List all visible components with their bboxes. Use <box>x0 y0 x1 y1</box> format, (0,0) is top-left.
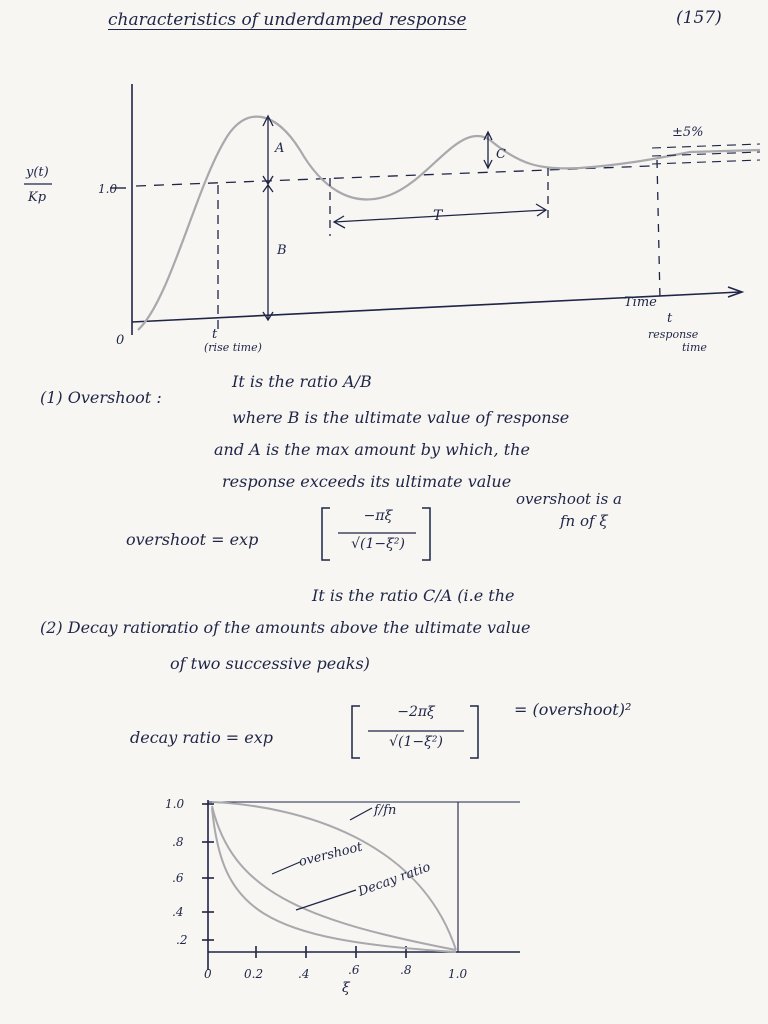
response-time-marker <box>657 160 660 300</box>
x-axis-label: Time <box>624 295 657 310</box>
decay-line-2: ratio of the amounts above the ultimate value <box>160 618 531 637</box>
overshoot-line-3: and A is the max amount by which, the <box>214 440 530 459</box>
decay-formula-denominator: √(1−ξ²) <box>389 734 443 750</box>
rise-t-label: t <box>212 327 218 342</box>
overshoot-line-1: It is the ratio A/B <box>232 372 372 391</box>
decay-formula-numerator: −2πξ <box>397 704 435 720</box>
ratio-plot <box>0 780 768 1020</box>
tolerance-band <box>652 144 760 164</box>
x-tick-3: .6 <box>348 963 360 977</box>
x-tick-0: 0 <box>204 967 212 981</box>
x-tick-4: .8 <box>400 963 412 977</box>
response-caption-1: response <box>648 328 699 341</box>
y-label-bottom: Kp <box>28 190 47 205</box>
band-label: ±5% <box>672 125 704 140</box>
overshoot-heading: (1) Overshoot : <box>40 388 162 407</box>
response-curve <box>138 117 760 330</box>
decay-line-1: It is the ratio C/A (i.e the <box>312 586 515 605</box>
label-A: A <box>275 141 285 156</box>
overshoot-formula-numerator: −πξ <box>363 508 393 524</box>
y-tick-2: .8 <box>172 835 184 849</box>
overshoot-note-1: overshoot is a <box>516 490 622 508</box>
overshoot-line-2: where B is the ultimate value of response <box>232 408 570 427</box>
y-tick-4: .4 <box>172 905 184 919</box>
legend-frequency-ratio: f/fn <box>374 803 397 818</box>
label-T: T <box>433 208 443 224</box>
decay-line-3: of two successive peaks) <box>170 654 370 673</box>
x-tick-2: .4 <box>298 967 310 981</box>
y-tick-3: .6 <box>172 871 184 885</box>
decay-formula-lhs: decay ratio = exp <box>130 728 274 747</box>
legend-decay-ratio: Decay ratio <box>356 859 433 900</box>
overshoot-formula-denominator: √(1−ξ²) <box>351 536 405 552</box>
y-label-top: y(t) <box>26 165 49 180</box>
response-caption-2: time <box>682 341 707 354</box>
rise-caption: (rise time) <box>204 341 262 354</box>
label-C: C <box>496 147 506 162</box>
label-B: B <box>277 243 287 258</box>
response-t-label: t <box>667 311 673 326</box>
decay-formula-rhs: = (overshoot)² <box>514 700 632 719</box>
origin-label: 0 <box>116 333 125 348</box>
overshoot-note-2: fn of ξ <box>560 512 608 530</box>
y-tick-ultimate: 1.0 <box>98 182 118 196</box>
x-tick-5: 1.0 <box>448 967 468 981</box>
page-number: (157) <box>676 8 722 28</box>
x-tick-1: 0.2 <box>244 967 264 981</box>
response-plot <box>0 0 768 370</box>
page-title: characteristics of underdamped response <box>108 10 467 30</box>
y-tick-1: 1.0 <box>165 797 185 811</box>
decay-heading: (2) Decay ratio : <box>40 618 172 637</box>
overshoot-line-4: response exceeds its ultimate value <box>222 472 512 491</box>
overshoot-formula-lhs: overshoot = exp <box>126 530 259 549</box>
y-tick-5: .2 <box>176 933 188 947</box>
legend-overshoot: overshoot <box>297 839 365 870</box>
x-axis-xi-label: ξ <box>342 980 350 996</box>
decay-ratio-curve <box>212 808 456 952</box>
